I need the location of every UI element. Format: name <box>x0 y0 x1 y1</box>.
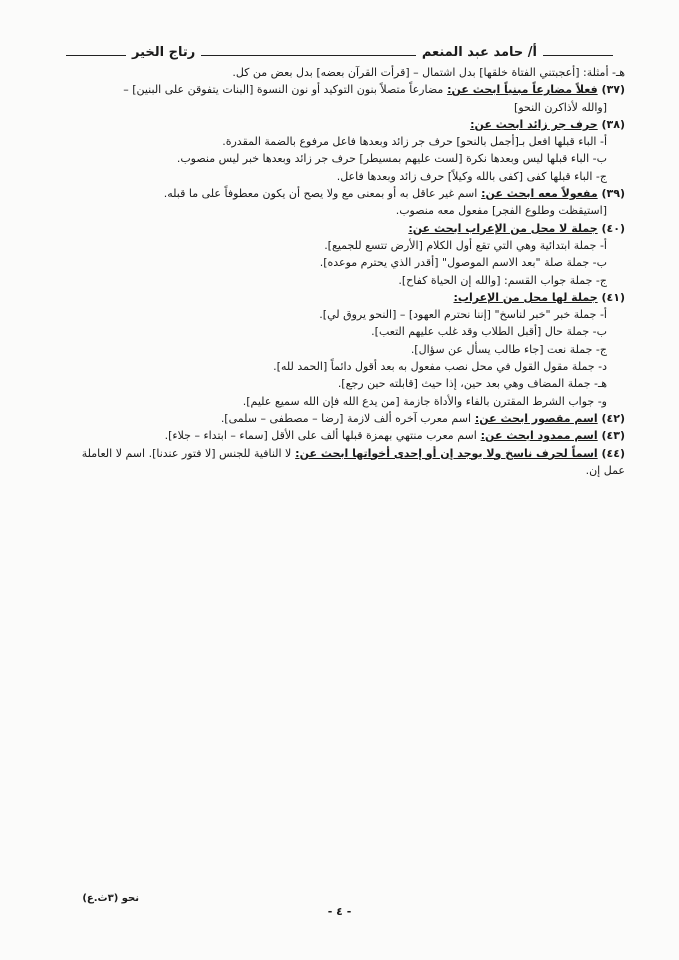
list-item: أ- جملة ابتدائية وهي التي تقع أول الكلام [الأرض تتسع للجميع]. <box>324 238 607 252</box>
question-40 <box>56 220 625 237</box>
page-header <box>60 40 619 60</box>
document-body <box>56 64 625 479</box>
question-44 <box>56 445 625 462</box>
question-38 <box>56 116 625 133</box>
header-rule-left <box>66 54 126 56</box>
question-text: اسم معرب آخره ألف لازمة [رضا – مصطفى – سلمى]. <box>220 411 472 425</box>
header-rule-middle <box>201 54 416 56</box>
question-title: اسماً لحرف ناسخ ولا يوجد إن أو إحدى أخواتها ابحث عن: <box>295 446 598 460</box>
example-line: هـ- أمثلة: [أعجبتني الفتاة خلقها] بدل اشتمال – [قرأت القرآن بعضه] بدل بعض من كل. <box>232 66 625 79</box>
teacher-name: أ/ حامد عبد المنعم <box>421 45 537 60</box>
question-text: اسم غير عاقل به أو بمعنى مع ولا يصح أن يكون معطوفاً على ما قبله. <box>163 187 478 201</box>
page-number: - ٤ - <box>327 905 352 918</box>
question-text: مضارعاً متصلاً بنون التوكيد أو نون النسوة [البنات يتفوقن على البنين] – <box>123 83 444 97</box>
question-number: (٣٨) <box>601 117 625 131</box>
list-item: و- جواب الشرط المقترن بالفاء والأداة جازمة [من يدع الله فإن الله سميع عليم]. <box>242 394 607 408</box>
question-title: مفعولاً معه ابحث عن: <box>481 187 598 201</box>
list-item: ج- جملة نعت [جاء طالب يسأل عن سؤال]. <box>410 342 607 356</box>
subject-code: نحو (٣ث.ع) <box>82 893 139 904</box>
question-number: (٣٩) <box>601 187 625 201</box>
list-item: ب- الباء قبلها ليس وبعدها نكرة [لست عليهم بمسيطر] حرف جر زائد وبعدها خبر ليس منصوب. <box>176 152 607 166</box>
continuation-line: عمل إن. <box>585 463 625 477</box>
question-title: جملة لها محل من الإعراب: <box>453 290 598 304</box>
list-item: ج- جملة جواب القسم: [والله إن الحياة كفاح]. <box>398 273 607 287</box>
list-item: أ- جملة خبر "خبر لناسخ" [إننا نحترم العهود] – [النحو يروق لي]. <box>319 308 607 322</box>
question-title: جملة لا محل من الإعراب ابحث عن: <box>408 221 598 235</box>
question-number: (٤٠) <box>601 221 625 235</box>
header-rule-right <box>543 54 613 56</box>
list-item: هـ- جملة المضاف وهي بعد حين، إذا حيث [قابلته حين رجع]. <box>337 377 607 391</box>
question-title: فعلاً مضارعاً مبنياً ابحث عن: <box>447 83 598 97</box>
list-item: د- جملة مقول القول في محل نصب مفعول به بعد أقول دائماً [الحمد لله]. <box>273 360 607 374</box>
question-number: (٣٧) <box>601 83 625 97</box>
list-item: ج- الباء قبلها كفى [كفى بالله وكيلاً] حرف زائد وبعدها فاعل. <box>336 169 607 183</box>
question-39 <box>56 185 625 202</box>
list-item: ب- جملة حال [أقبل الطلاب وقد غلب عليهم التعب]. <box>371 325 607 339</box>
list-item: ب- جملة صلة "بعد الاسم الموصول" [أقدر الذي يحترم موعده]. <box>319 256 607 270</box>
continuation-line: [والله لأذاكرن النحو] <box>514 100 607 114</box>
question-text: اسم معرب منتهي بهمزة قبلها ألف على الأقل [سماء – ابتداء – جلاء]. <box>164 429 477 443</box>
question-43 <box>56 427 625 444</box>
question-41 <box>56 289 625 306</box>
question-number: (٤٢) <box>601 411 625 425</box>
question-number: (٤٤) <box>601 446 625 460</box>
question-title: حرف جر زائد ابحث عن: <box>470 117 598 131</box>
question-text: لا النافية للجنس [لا فتور عندنا]. اسم لا العاملة <box>81 446 292 460</box>
question-37 <box>56 81 625 98</box>
header-motto: رتاج الخير <box>132 45 196 60</box>
continuation-line: [استيقظت وطلوع الفجر] مفعول معه منصوب. <box>395 204 607 218</box>
list-item: أ- الباء قبلها افعل بـ[أجمل بالنحو] حرف جر زائد وبعدها فاعل مرفوع بالضمة المقدرة. <box>222 135 607 149</box>
question-number: (٤٣) <box>601 429 625 443</box>
question-number: (٤١) <box>601 290 625 304</box>
question-title: اسم مقصور ابحث عن: <box>474 411 598 425</box>
question-42 <box>56 410 625 427</box>
question-title: اسم ممدود ابحث عن: <box>480 429 598 443</box>
